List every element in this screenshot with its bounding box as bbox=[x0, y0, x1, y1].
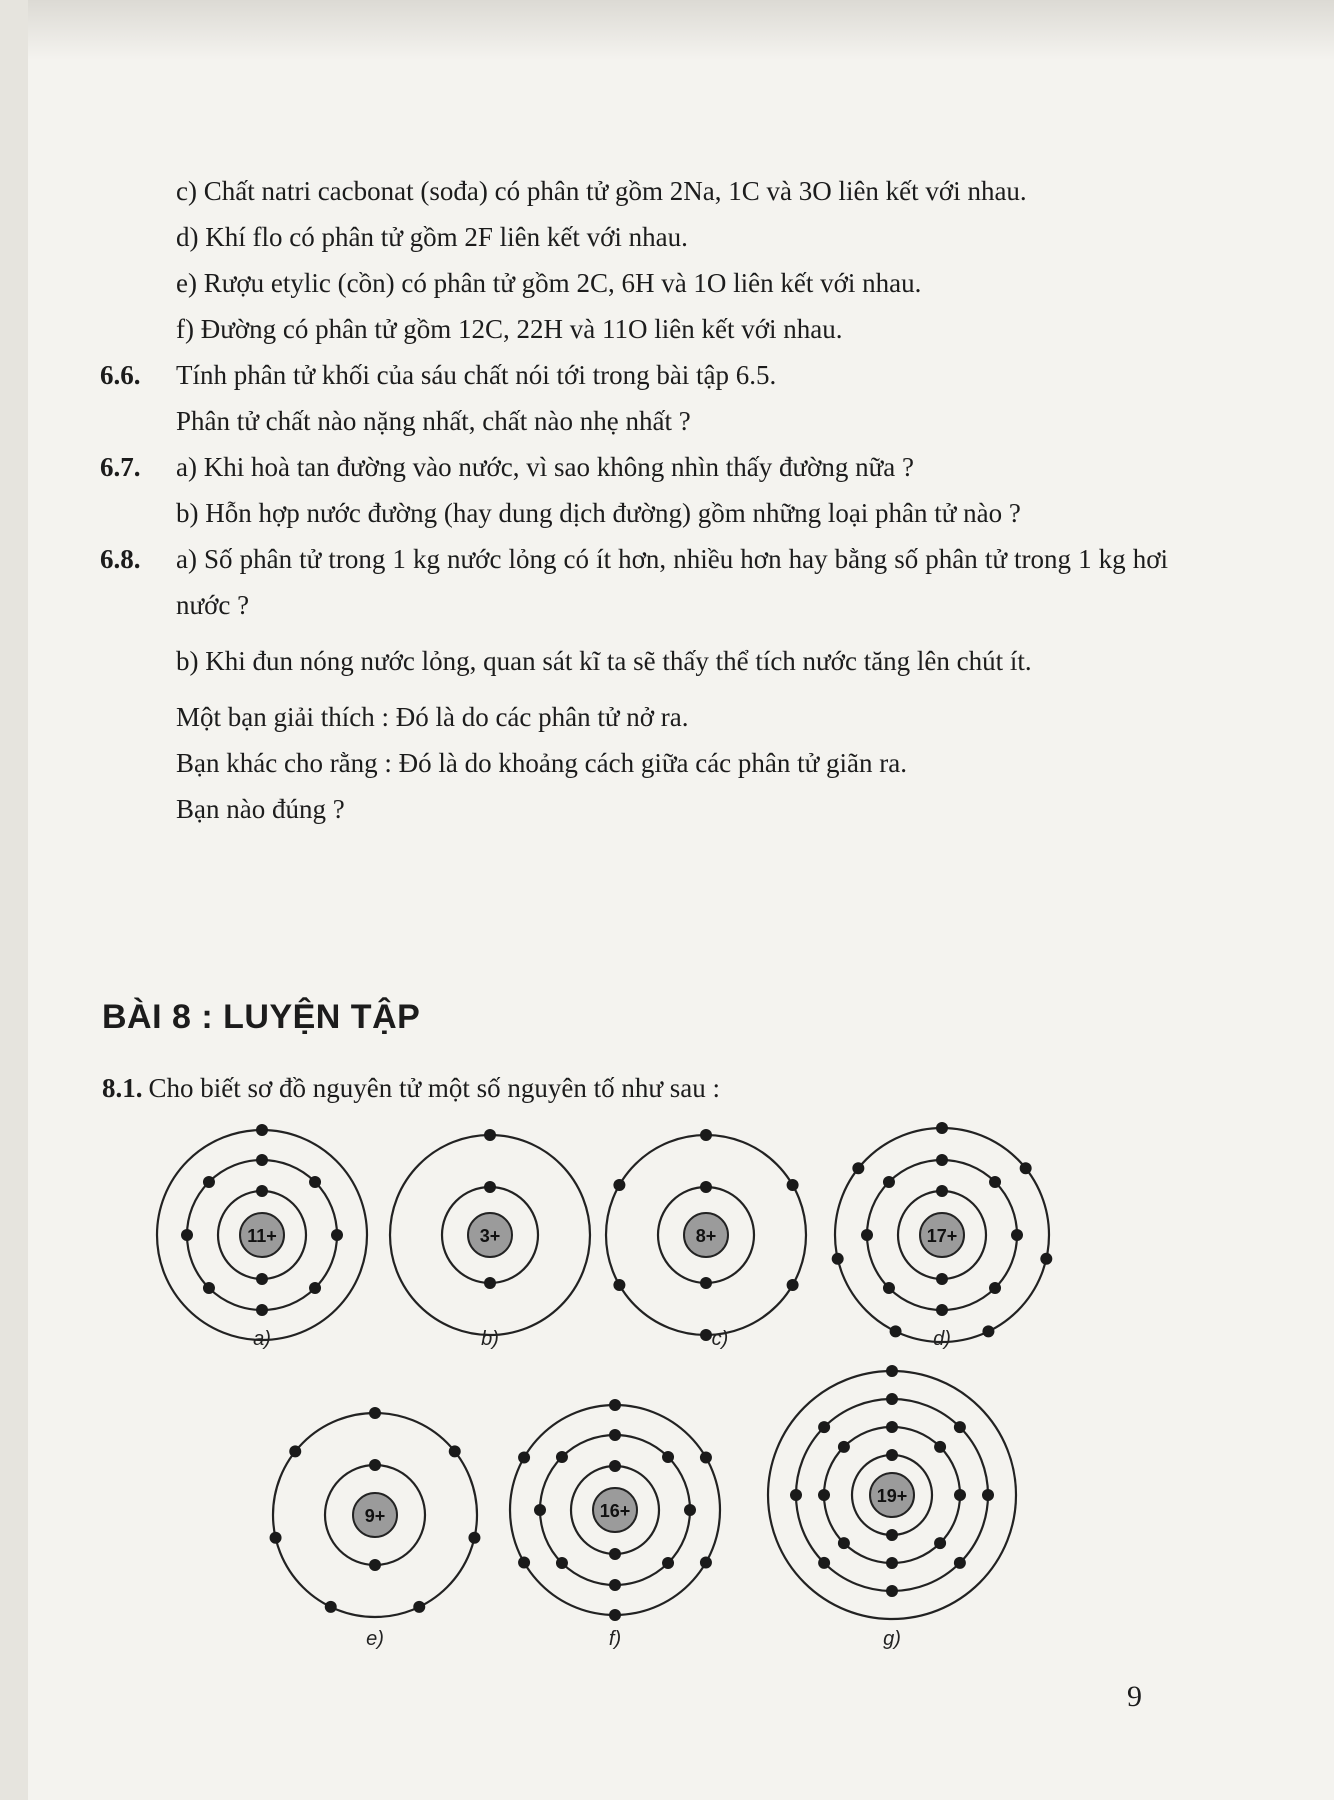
electron bbox=[886, 1557, 898, 1569]
electron bbox=[832, 1253, 844, 1265]
electron bbox=[1020, 1162, 1032, 1174]
electron bbox=[818, 1557, 830, 1569]
electron bbox=[609, 1429, 621, 1441]
electron bbox=[954, 1557, 966, 1569]
electron bbox=[203, 1176, 215, 1188]
atom-label: e) bbox=[366, 1628, 384, 1650]
electron bbox=[270, 1532, 282, 1544]
atom-label: g) bbox=[883, 1628, 901, 1650]
atom-label: f) bbox=[608, 1628, 622, 1650]
electron bbox=[289, 1445, 301, 1457]
electron bbox=[369, 1407, 381, 1419]
electron bbox=[886, 1449, 898, 1461]
electron bbox=[331, 1229, 343, 1241]
nucleus-charge: 3+ bbox=[479, 1226, 501, 1246]
electron bbox=[936, 1154, 948, 1166]
electron bbox=[886, 1365, 898, 1377]
electron bbox=[609, 1399, 621, 1411]
electron bbox=[369, 1559, 381, 1571]
electron bbox=[449, 1445, 461, 1457]
nucleus-charge: 16+ bbox=[599, 1501, 631, 1521]
electron bbox=[936, 1122, 948, 1134]
section-title: BÀI 8 : LUYỆN TẬP bbox=[102, 998, 421, 1036]
electron bbox=[700, 1452, 712, 1464]
atom-label: d) bbox=[933, 1328, 951, 1350]
exercise-number: 6.6. bbox=[100, 360, 141, 390]
electron bbox=[883, 1176, 895, 1188]
electron bbox=[982, 1489, 994, 1501]
electron bbox=[256, 1124, 268, 1136]
electron bbox=[256, 1185, 268, 1197]
electron bbox=[982, 1325, 994, 1337]
electron bbox=[203, 1282, 215, 1294]
electron bbox=[609, 1548, 621, 1560]
electron bbox=[934, 1537, 946, 1549]
electron bbox=[518, 1452, 530, 1464]
page-number: 9 bbox=[1127, 1680, 1142, 1713]
electron bbox=[954, 1421, 966, 1433]
electron bbox=[852, 1162, 864, 1174]
electron bbox=[787, 1279, 799, 1291]
electron bbox=[1040, 1253, 1052, 1265]
electron bbox=[861, 1229, 873, 1241]
item-6-5-c: c) Chất natri cacbonat (sođa) có phân tử gồm 2Na, 1C và 3O liên kết với nhau. bbox=[176, 176, 1027, 206]
electron bbox=[369, 1459, 381, 1471]
electron bbox=[890, 1325, 902, 1337]
electron bbox=[787, 1179, 799, 1191]
item-6-5-d: d) Khí flo có phân tử gồm 2F liên kết với nhau. bbox=[176, 222, 688, 252]
exercise-number: 6.7. bbox=[100, 452, 141, 482]
electron bbox=[484, 1277, 496, 1289]
nucleus-charge: 9+ bbox=[364, 1506, 386, 1526]
electron bbox=[886, 1529, 898, 1541]
electron bbox=[790, 1489, 802, 1501]
electron bbox=[662, 1557, 674, 1569]
electron bbox=[700, 1329, 712, 1341]
atom-diagram bbox=[270, 1407, 481, 1650]
electron bbox=[684, 1504, 696, 1516]
atom-diagram bbox=[606, 1129, 806, 1350]
nucleus-charge: 19+ bbox=[876, 1486, 908, 1506]
exercise-part-b: b) Khi đun nóng nước lỏng, quan sát kĩ ta sẽ thấy thể tích nước tăng lên chút ít. bbox=[176, 646, 1032, 676]
electron bbox=[309, 1282, 321, 1294]
electron bbox=[700, 1181, 712, 1193]
electron bbox=[989, 1282, 1001, 1294]
electron bbox=[556, 1451, 568, 1463]
exercise-number: 6.8. bbox=[100, 544, 141, 574]
electron bbox=[700, 1277, 712, 1289]
exercise-line: Tính phân tử khối của sáu chất nói tới trong bài tập 6.5. bbox=[176, 360, 777, 390]
electron bbox=[613, 1279, 625, 1291]
electron bbox=[413, 1601, 425, 1613]
nucleus-charge: 8+ bbox=[695, 1226, 717, 1246]
electron bbox=[700, 1557, 712, 1569]
electron bbox=[954, 1489, 966, 1501]
electron bbox=[886, 1393, 898, 1405]
electron bbox=[181, 1229, 193, 1241]
electron bbox=[484, 1181, 496, 1193]
electron bbox=[886, 1585, 898, 1597]
electron bbox=[936, 1273, 948, 1285]
electron bbox=[700, 1129, 712, 1141]
nucleus-charge: 17+ bbox=[926, 1226, 958, 1246]
atom-diagram bbox=[510, 1399, 720, 1650]
electron bbox=[613, 1179, 625, 1191]
electron bbox=[662, 1451, 674, 1463]
electron bbox=[818, 1421, 830, 1433]
electron bbox=[256, 1273, 268, 1285]
electron bbox=[309, 1176, 321, 1188]
exercise-line: a) Khi hoà tan đường vào nước, vì sao không nhìn thấy đường nữa ? bbox=[176, 452, 914, 482]
exercise-line: Một bạn giải thích : Đó là do các phân tử nở ra. bbox=[176, 702, 689, 732]
electron bbox=[484, 1129, 496, 1141]
electron bbox=[468, 1532, 480, 1544]
nucleus-charge: 11+ bbox=[247, 1226, 277, 1246]
electron bbox=[1011, 1229, 1023, 1241]
electron bbox=[883, 1282, 895, 1294]
exercise-line: Bạn khác cho rằng : Đó là do khoảng cách giữa các phân tử giãn ra. bbox=[176, 748, 907, 778]
atom-diagram bbox=[768, 1365, 1016, 1650]
exercise-line: Phân tử chất nào nặng nhất, chất nào nhẹ nhất ? bbox=[176, 406, 691, 436]
electron bbox=[838, 1441, 850, 1453]
electron bbox=[838, 1537, 850, 1549]
item-6-5-e: e) Rượu etylic (cồn) có phân tử gồm 2C, 6H và 1O liên kết với nhau. bbox=[176, 268, 922, 298]
electron bbox=[936, 1185, 948, 1197]
electron bbox=[609, 1460, 621, 1472]
electron bbox=[609, 1609, 621, 1621]
item-6-5-f: f) Đường có phân tử gồm 12C, 22H và 11O liên kết với nhau. bbox=[176, 314, 843, 344]
electron bbox=[886, 1421, 898, 1433]
atom-label: b) bbox=[481, 1328, 499, 1350]
exercise-line: Bạn nào đúng ? bbox=[176, 794, 345, 824]
electron bbox=[989, 1176, 1001, 1188]
atom-diagram bbox=[157, 1124, 367, 1350]
exercise-number: 8.1. bbox=[102, 1073, 143, 1103]
electron bbox=[609, 1579, 621, 1591]
atom-diagram bbox=[832, 1122, 1053, 1350]
electron bbox=[936, 1304, 948, 1316]
electron bbox=[518, 1557, 530, 1569]
electron bbox=[534, 1504, 546, 1516]
electron bbox=[934, 1441, 946, 1453]
atom-label: c) bbox=[711, 1328, 729, 1350]
atom-diagram bbox=[390, 1129, 590, 1350]
electron bbox=[256, 1154, 268, 1166]
electron bbox=[325, 1601, 337, 1613]
exercise-part-a: a) Số phân tử trong 1 kg nước lỏng có ít hơn, nhiều hơn hay bằng số phân tử trong 1 kg hơi nước ? bbox=[176, 544, 1168, 620]
electron bbox=[556, 1557, 568, 1569]
electron bbox=[818, 1489, 830, 1501]
exercise-line: b) Hỗn hợp nước đường (hay dung dịch đường) gồm những loại phân tử nào ? bbox=[176, 498, 1021, 528]
exercise-text: Cho biết sơ đồ nguyên tử một số nguyên tố như sau : bbox=[148, 1073, 721, 1103]
atom-label: a) bbox=[253, 1328, 271, 1350]
electron bbox=[256, 1304, 268, 1316]
